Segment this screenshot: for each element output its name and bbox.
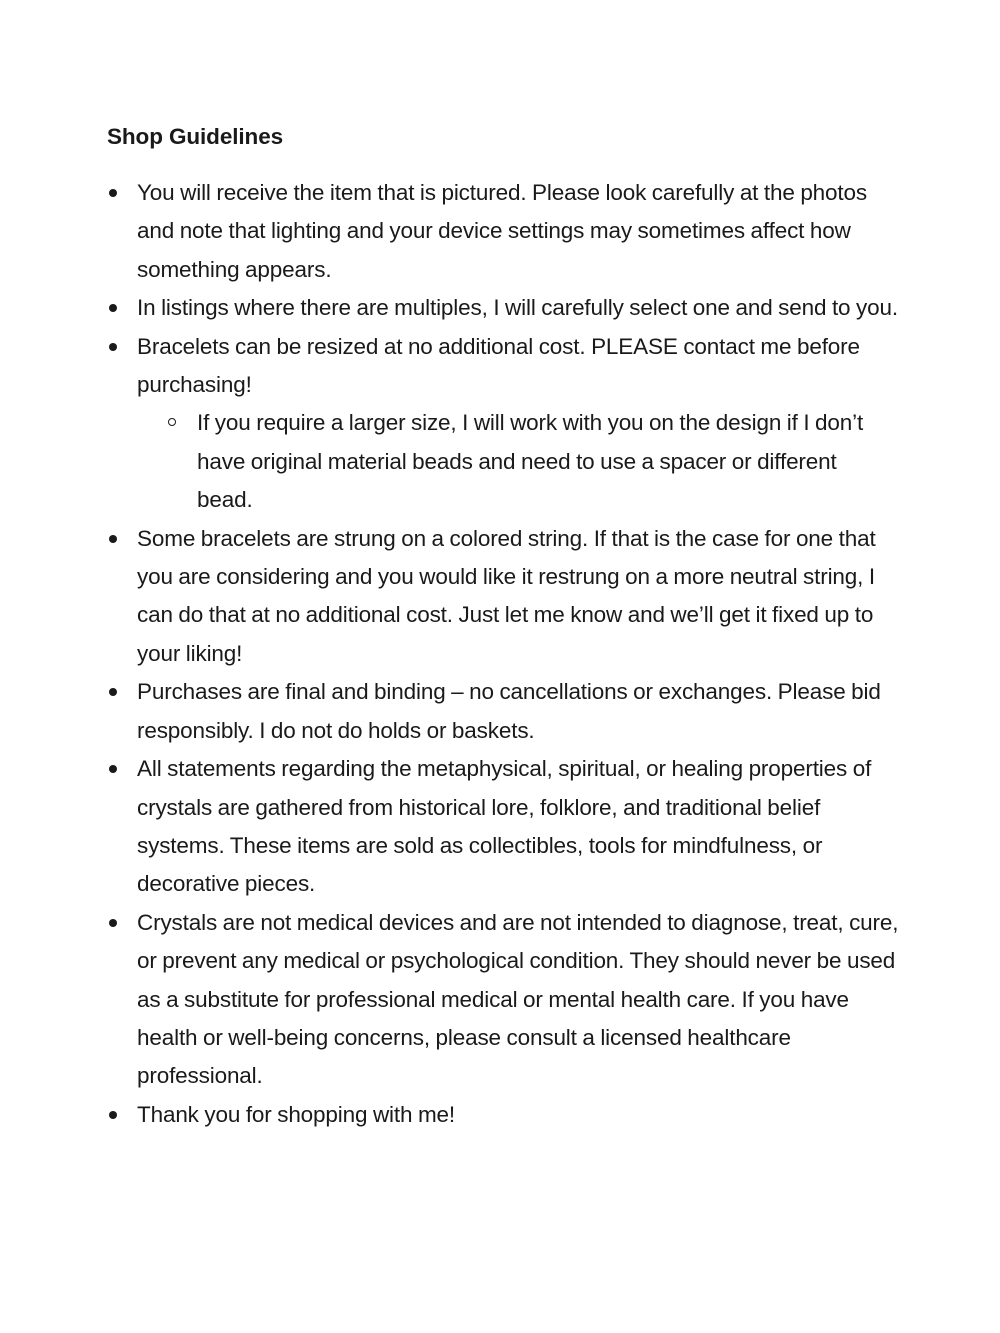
list-item bbox=[0, 520, 1000, 674]
list-item-text: In listings where there are multiples, I will carefully select one and send to you. bbox=[137, 295, 898, 321]
bullet-dot-icon bbox=[109, 189, 117, 197]
guidelines-list bbox=[0, 174, 1000, 1134]
bullet-dot-icon bbox=[109, 343, 117, 351]
list-item bbox=[0, 673, 1000, 750]
list-item bbox=[0, 750, 1000, 904]
bullet-dot-icon bbox=[109, 688, 117, 696]
list-item bbox=[0, 904, 1000, 1096]
list-item-text: All statements regarding the metaphysical, spiritual, or healing properties of crystals are gathered from historical lore, folklore, and traditional belief systems. These items are sold as collectibles, tools for mindfulness, or decorative pieces. bbox=[137, 756, 872, 897]
bullet-circle-icon bbox=[168, 418, 176, 426]
bullet-dot-icon bbox=[109, 304, 117, 312]
page-title: Shop Guidelines bbox=[107, 124, 284, 149]
sub-list-item-text: If you require a larger size, I will work with you on the design if I don’t have original material beads and need to use a spacer or different bead. bbox=[197, 410, 864, 513]
list-item bbox=[0, 1096, 1000, 1134]
bullet-dot-icon bbox=[109, 765, 117, 773]
bullet-dot-icon bbox=[109, 919, 117, 927]
bullet-dot-icon bbox=[109, 535, 117, 543]
list-item bbox=[0, 174, 1000, 289]
list-item-text: Some bracelets are strung on a colored string. If that is the case for one that you are considering and you would like it restrung on a more neutral string, I can do that at no additional cost. Just let me know and we’ll get it fixed up to your liking! bbox=[137, 525, 876, 666]
bullet-dot-icon bbox=[109, 1111, 117, 1119]
sub-list bbox=[0, 404, 1000, 519]
sub-list-item bbox=[0, 404, 1000, 519]
list-item bbox=[0, 328, 1000, 520]
list-item-text: You will receive the item that is pictured. Please look carefully at the photos and note that lighting and your device settings may sometimes affect how something appears. bbox=[137, 180, 867, 282]
list-item bbox=[0, 289, 1000, 327]
list-item-text: Crystals are not medical devices and are not intended to diagnose, treat, cure, or prevent any medical or psychological condition. They should never be used as a substitute for professional medical or mental health care. If you have health or well-being concerns, please consult a licensed healthcare professional. bbox=[137, 909, 899, 1089]
list-item-text: Bracelets can be resized at no additional cost. PLEASE contact me before purchasing! bbox=[137, 333, 860, 398]
list-item-text: Thank you for shopping with me! bbox=[137, 1101, 456, 1127]
list-item-text: Purchases are final and binding – no cancellations or exchanges. Please bid responsibly. I do not do holds or baskets. bbox=[137, 679, 881, 743]
